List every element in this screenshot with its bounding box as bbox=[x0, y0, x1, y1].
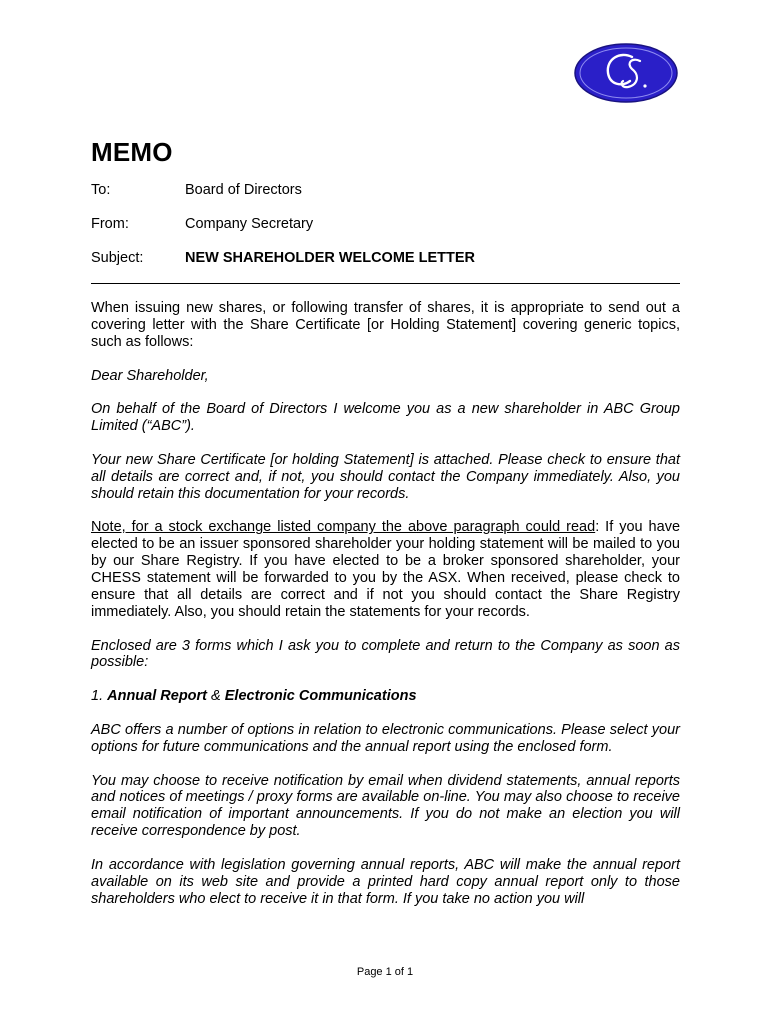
notification-paragraph: You may choose to receive notification by email when dividend statements, annual reports and notices of meetings / proxy forms are available on-line. You may also choose to receive email notification of important announcements. If you do not make an election you will receive correspondence by post. bbox=[91, 772, 680, 840]
subject-value: NEW SHAREHOLDER WELCOME LETTER bbox=[185, 250, 475, 266]
subject-row bbox=[91, 250, 475, 266]
note-paragraph bbox=[91, 519, 680, 620]
memo-body bbox=[91, 300, 680, 924]
enclosed-forms-paragraph: Enclosed are 3 forms which I ask you to complete and return to the Company as soon as possible: bbox=[91, 637, 680, 671]
certificate-paragraph: Your new Share Certificate [or holding Statement] is attached. Please check to ensure that all details are correct and, if not, you should contact the Company immediately. Also, you should retain this documentation for your records. bbox=[91, 451, 680, 502]
to-label: To: bbox=[91, 182, 111, 198]
legislation-paragraph: In accordance with legislation governing annual reports, ABC will make the annual report available on its web site and provide a printed hard copy annual report only to those shareholders who elect to receive it in that form. If you take no action you will bbox=[91, 856, 680, 907]
from-row bbox=[91, 216, 313, 232]
note-text: : If you have elected to be an issuer sponsored shareholder your holding statement will be mailed to you by our Share Registry. If you have elected to be a broker sponsored shareholder, your CHESS statement will be forwarded to you by the ASX. When received, please check to ensure that all details are correct and if not you should contact the Share Registry immediately. Also, you should retain the statements for your records. bbox=[91, 519, 681, 620]
salutation: Dear Shareholder, bbox=[91, 367, 209, 384]
header-divider bbox=[91, 283, 680, 284]
section-ampersand: & bbox=[207, 688, 225, 705]
note-label: Note, for a stock exchange listed company the above paragraph could read bbox=[91, 519, 596, 536]
memo-title: MEMO bbox=[91, 137, 173, 167]
section-title-annual-report: Annual Report bbox=[107, 688, 208, 705]
subject-label: Subject: bbox=[91, 250, 144, 266]
company-logo bbox=[574, 43, 678, 103]
from-value: Company Secretary bbox=[185, 216, 314, 232]
to-value: Board of Directors bbox=[185, 182, 302, 198]
welcome-paragraph: On behalf of the Board of Directors I welcome you as a new shareholder in ABC Group Limited (“ABC”). bbox=[91, 401, 680, 435]
section-title-electronic: Electronic Communications bbox=[224, 688, 417, 705]
section-number: 1. bbox=[91, 688, 108, 705]
to-row bbox=[91, 182, 302, 198]
intro-paragraph: When issuing new shares, or following transfer of shares, it is appropriate to send out a covering letter with the Share Certificate [or Holding Statement] covering generic topics, such as follows: bbox=[91, 300, 680, 350]
section-heading bbox=[91, 688, 680, 705]
page-number: Page 1 of 1 bbox=[356, 966, 414, 978]
options-paragraph: ABC offers a number of options in relation to electronic communications. Please select your options for future communications and the annual report using the enclosed form. bbox=[91, 721, 680, 755]
from-label: From: bbox=[91, 216, 129, 232]
